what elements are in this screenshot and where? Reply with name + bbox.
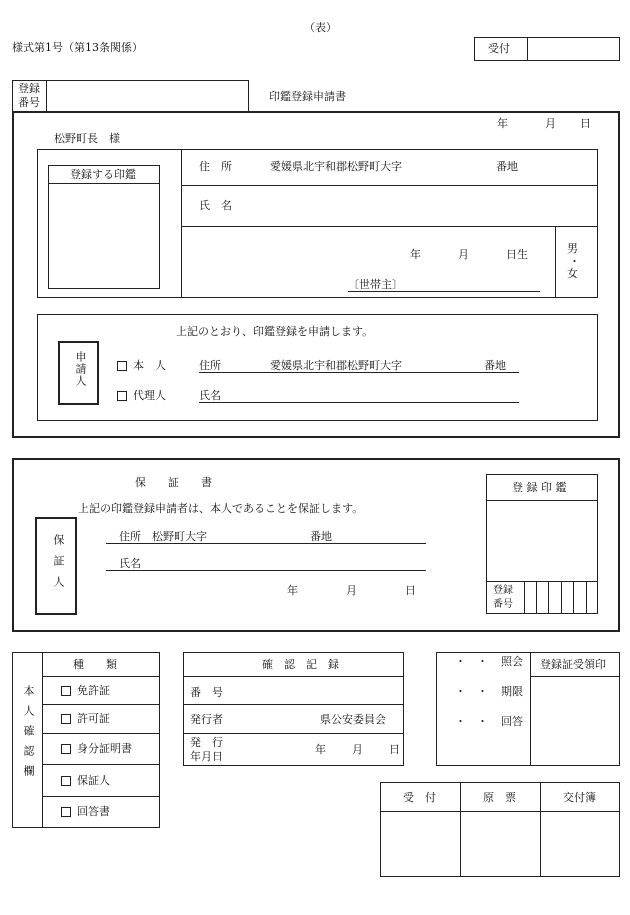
applicant-label: 申請人: [74, 351, 87, 387]
checkbox-icon[interactable]: [61, 776, 71, 786]
gender-male[interactable]: 男: [567, 242, 578, 255]
issue-date-label-2: 年月日: [190, 750, 223, 763]
office-reception-header: 受 付: [403, 791, 436, 804]
reg-no-label-1: 登録: [18, 82, 40, 95]
applicant-agent-label: 代理人: [133, 389, 166, 402]
registration-number-box[interactable]: [12, 80, 249, 112]
checkbox-icon[interactable]: [117, 361, 127, 371]
confirm-issuer-label: 発行者: [190, 713, 223, 726]
birth-month: 月: [458, 248, 469, 261]
guarantor-label: 保証人: [52, 534, 65, 597]
app-address-label: 住所: [199, 359, 221, 372]
front-side-marker: （表）: [304, 21, 337, 34]
reception-label: 受付: [488, 42, 510, 55]
guarantor-address-label: 住所 松野町大字: [119, 530, 207, 543]
guarantee-sentence: 上記の印鑑登録申請者は、本人であることを保証します。: [78, 502, 364, 515]
inquiry-item-deadline: 期限: [501, 685, 523, 698]
checkbox-icon[interactable]: [61, 744, 71, 754]
id-option-license[interactable]: 免許証: [61, 685, 110, 696]
app-address-prefix: 愛媛県北宇和郡松野町大字: [270, 359, 402, 372]
app-name-field[interactable]: [199, 402, 519, 403]
applicant-agent-option[interactable]: [117, 390, 166, 401]
app-name-label: 氏名: [199, 389, 221, 402]
issue-month: 月: [352, 743, 363, 756]
gender-dot: ・: [569, 255, 580, 268]
applicant-self-label: 本 人: [133, 359, 166, 372]
householder-label: 〔世帯主〕: [348, 278, 403, 291]
seal-box-label: 登録する印鑑: [70, 168, 136, 181]
issue-year: 年: [315, 743, 326, 756]
inquiry-item-reply: 回答: [501, 715, 523, 728]
app-address-field[interactable]: [199, 372, 519, 373]
confirmation-title: 確 認 記 録: [262, 658, 339, 671]
guarantee-day: 日: [405, 584, 416, 597]
seal-reg-no-1: 登録: [493, 585, 513, 596]
confirm-number-label: 番 号: [190, 686, 223, 699]
office-issue-book-header: 交付簿: [563, 791, 596, 804]
name-label: 氏 名: [199, 199, 232, 212]
form-number: 様式第1号（第13条関係）: [12, 41, 143, 54]
name-field[interactable]: [240, 190, 590, 220]
registered-seal-title: 登 録 印 鑑: [512, 481, 567, 494]
issue-date-label-1: 発 行: [190, 736, 223, 749]
address-label: 住 所: [199, 160, 232, 173]
birth-day: 日生: [506, 248, 528, 261]
form-title: 印鑑登録申請書: [269, 90, 346, 103]
guarantee-year: 年: [287, 584, 298, 597]
date-month: 月: [545, 117, 556, 130]
guarantor-address-suffix: 番地: [310, 530, 332, 543]
guarantor-name-label: 氏名: [119, 557, 141, 570]
inquiry-item-query: 照会: [501, 655, 523, 668]
confirm-issuer-value: 県公安委員会: [320, 713, 386, 726]
id-option-reply[interactable]: 回答書: [61, 806, 110, 817]
date-day: 日: [580, 117, 591, 130]
id-option-id-card[interactable]: 身分証明書: [61, 743, 132, 754]
address-suffix: 番地: [496, 160, 518, 173]
office-original-header: 原 票: [483, 791, 516, 804]
applicant-self-option[interactable]: [117, 360, 166, 371]
checkbox-icon[interactable]: [61, 686, 71, 696]
registered-seal-area[interactable]: [487, 501, 597, 580]
reg-no-label-2: 番号: [18, 96, 40, 109]
guarantee-month: 月: [346, 584, 357, 597]
checkbox-icon[interactable]: [61, 714, 71, 724]
guarantor-name-field[interactable]: [106, 570, 426, 571]
identity-side-label: 本人確認欄: [22, 685, 35, 785]
inquiry-dots-2: ・ ・: [455, 685, 488, 698]
address-prefix: 愛媛県北宇和郡松野町大字: [270, 160, 402, 173]
request-sentence: 上記のとおり、印鑑登録を申請します。: [176, 325, 374, 338]
issue-day: 日: [389, 743, 400, 756]
addressee: 松野町長 様: [54, 132, 120, 145]
id-option-permit[interactable]: 許可証: [61, 713, 110, 724]
checkbox-icon[interactable]: [61, 807, 71, 817]
seal-reg-no-2: 番号: [493, 599, 513, 610]
inquiry-dots-1: ・ ・: [455, 655, 488, 668]
certificate-receipt-label: 登録証受領印: [540, 658, 606, 671]
guarantor-address-field[interactable]: [106, 543, 426, 544]
id-option-guarantor[interactable]: 保証人: [61, 775, 110, 786]
gender-female[interactable]: 女: [567, 267, 578, 280]
date-year: 年: [497, 117, 508, 130]
birth-year: 年: [410, 248, 421, 261]
app-address-suffix: 番地: [484, 359, 506, 372]
inquiry-dots-3: ・ ・: [455, 715, 488, 728]
guarantee-title: 保 証 書: [135, 476, 212, 489]
checkbox-icon[interactable]: [117, 391, 127, 401]
kind-header: 種 類: [73, 658, 117, 671]
